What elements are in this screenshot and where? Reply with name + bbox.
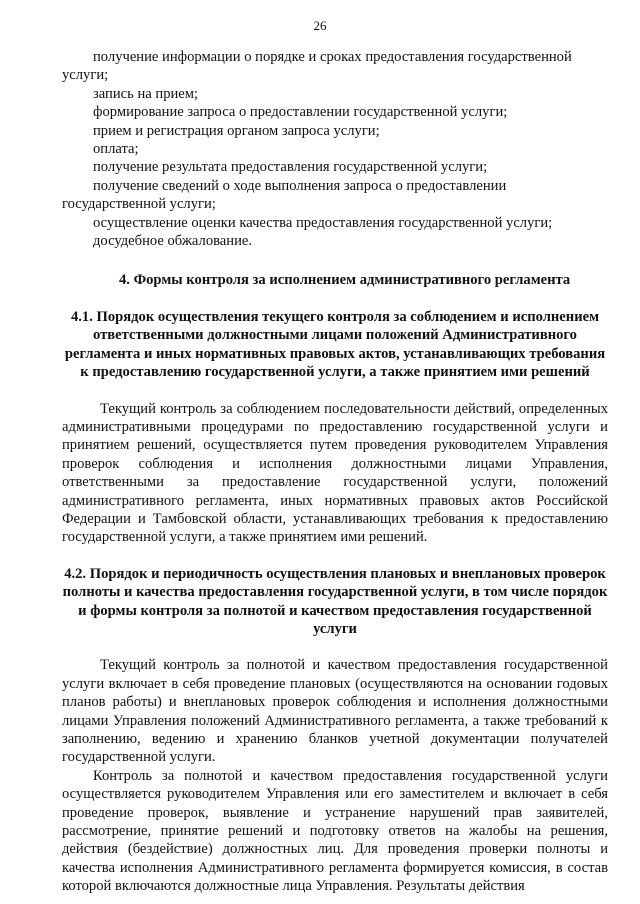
list-item: получение сведений о ходе выполнения запроса о предоставлении государственной услуги; <box>62 177 507 213</box>
section-4-2-paragraph-1: Текущий контроль за полнотой и качеством предоставления государственной услуги включает в себя проведение плановых (осуществляются на основании годовых планов работы) и внеплановых проверок соблюдения и исполнения должностными лицами Управления положений Административного регламента, а также требований к заполнению, ведению и хранению бланков учетной документации получателей государственной услуги. <box>62 657 608 766</box>
section-4-1-paragraph: Текущий контроль за соблюдением последовательности действий, определенных административными процедурами по предоставлению государственной услуги и принятием решений, осуществляется путем проведения руководителем Управления проверок соблюдения и исполнения должностными лицами Управления, ответственными за предоставление государственной услуги, положений административного регламента, иных нормативных правовых актов Российской Федерации и Тамбовской области, устанавливающих требования к предоставлению государственной услуги, а также принятием ими решений. <box>62 400 608 546</box>
section-4-1-heading: 4.1. Порядок осуществления текущего контроля за соблюдением и исполнением ответственными должностными лицами положений Административного регламента и иных нормативных правовых актов, устанавливающих требования к предоставлению государственной услуги, а также принятием ими решений <box>64 308 606 381</box>
list-item: прием и регистрация органом запроса услуги; <box>93 122 380 139</box>
list-item: оплата; <box>93 141 139 158</box>
section-4-heading: 4. Формы контроля за исполнением административного регламента <box>119 272 571 289</box>
section-4-2-paragraph-2: Контроль за полнотой и качеством предоставления государственной услуги осуществляется руководителем Управления или его заместителем и включает в себя проведение проверок, выявление и устранение нарушений прав заявителей, рассмотрение, принятие решений и подготовку ответов на жалобы на решения, действия (бездействие) должностных лиц. Для проведения проверки полноты и качества исполнения Административного регламента формируется комиссия, в состав которой включаются должностные лица Управления. Результаты действия <box>62 767 608 895</box>
list-item: формирование запроса о предоставлении государственной услуги; <box>93 104 508 121</box>
list-item: получение информации о порядке и сроках предоставления государственной услуги; <box>62 49 572 84</box>
section-4-2-heading: 4.2. Порядок и периодичность осуществления плановых и внеплановых проверок полноты и качества предоставления государственной услуги, в том числе порядок и формы контроля за полнотой и качеством предоставления государственной услуги <box>62 565 608 637</box>
list-item: получение результата предоставления государственной услуги; <box>93 159 488 176</box>
page-number: 26 <box>313 18 327 33</box>
list-item: досудебное обжалование. <box>93 233 253 250</box>
page-content <box>62 48 608 896</box>
list-item: осуществление оценки качества предоставления государственной услуги; <box>93 214 553 231</box>
list-item: запись на прием; <box>93 85 199 102</box>
